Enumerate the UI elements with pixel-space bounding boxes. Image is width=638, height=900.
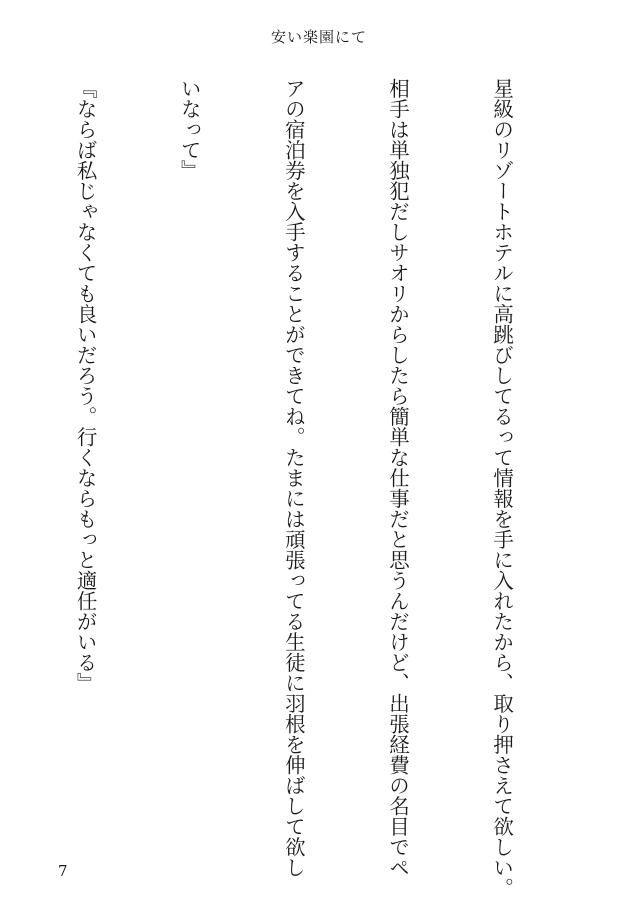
page-number: 7 <box>58 862 68 880</box>
body-text <box>0 78 588 898</box>
text-line: 星級のリゾートホテルに高跳びしてるって情報を手に入れたから、取り押さえて欲しい。 <box>489 78 514 898</box>
text-line: 相手は単独犯だしサオリからしたら簡単な仕事だと思うんだけど、出張経費の名目でペ <box>385 78 410 878</box>
running-head: 安い楽園にて <box>270 28 367 46</box>
text-line: アの宿泊券を入手することができてね。たまには頑張ってる生徒に羽根を伸ばして欲し <box>281 78 306 878</box>
text-line: いなって』 <box>177 78 202 181</box>
text-line: 『ならば私じゃなくても良いだろう。行くならもっと適任がいる』 <box>73 78 98 693</box>
